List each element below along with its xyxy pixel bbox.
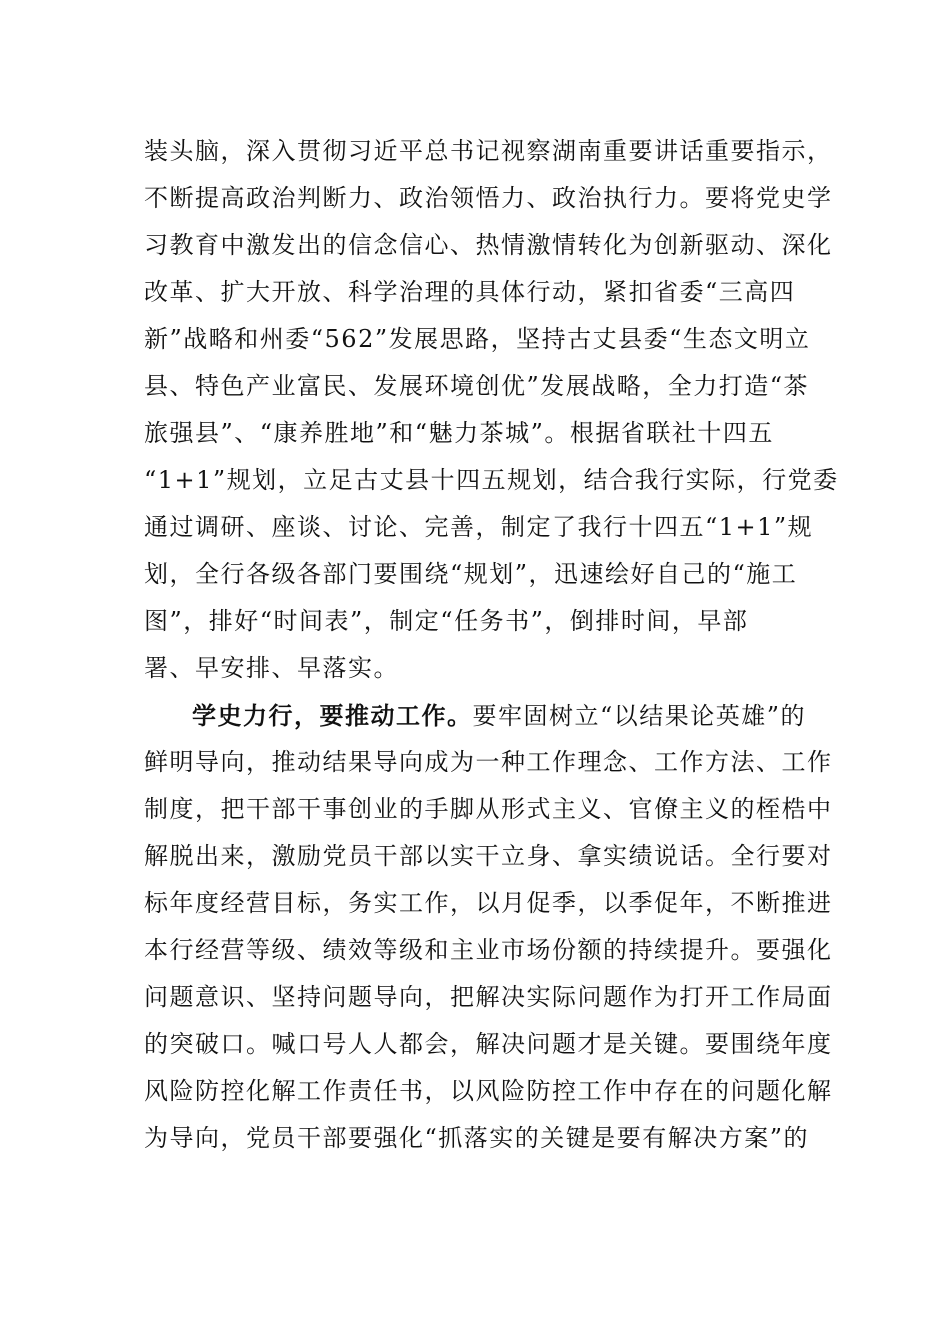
- text-run: 要牢固树立“以结果论英雄”的: [472, 702, 807, 730]
- text-line: 通过调研、座谈、讨论、完善，制定了我行十四五“1+1”规: [144, 513, 814, 541]
- text-line: 不断提高政治判断力、政治领悟力、政治执行力。要将党史学: [144, 184, 833, 212]
- paragraph-1: [144, 128, 839, 692]
- text-line: 风险防控化解工作责任书，以风险防控工作中存在的问题化解: [144, 1077, 833, 1105]
- text-line: 署、早安排、早落实。: [144, 654, 399, 682]
- text-line: 为导向，党员干部要强化“抓落实的关键是要有解决方案”的: [144, 1124, 810, 1152]
- paragraph-2: [144, 692, 833, 1162]
- text-line: 解脱出来，激励党员干部以实干立身、拿实绩说话。全行要对: [144, 842, 833, 870]
- text-line: 的突破口。喊口号人人都会，解决问题才是关键。要围绕年度: [144, 1030, 833, 1058]
- paragraph-heading: 学史力行，要推动工作。: [192, 701, 473, 730]
- paragraph-2-first-line: [144, 692, 814, 739]
- text-line: 图”，排好“时间表”，制定“任务书”，倒排时间，早部: [144, 607, 749, 635]
- text-line: 本行经营等级、绩效等级和主业市场份额的持续提升。要强化: [144, 936, 833, 964]
- text-line: 标年度经营目标，务实工作，以月促季，以季促年，不断推进: [144, 889, 833, 917]
- text-line: 习教育中激发出的信念信心、热情激情转化为创新驱动、深化: [144, 231, 833, 259]
- text-line: 问题意识、坚持问题导向，把解决实际问题作为打开工作局面: [144, 983, 833, 1011]
- text-line: 旅强县”、“康养胜地”和“魅力茶城”。根据省联社十四五: [144, 419, 774, 447]
- text-line: 划，全行各级各部门要围绕“规划”，迅速绘好自己的“施工: [144, 560, 798, 588]
- text-line: 新”战略和州委“562”发展思路，坚持古丈县委“生态文明立: [144, 325, 811, 353]
- text-line: 鲜明导向，推动结果导向成为一种工作理念、工作方法、工作: [144, 748, 833, 776]
- body-text: [144, 128, 839, 1162]
- text-line: 改革、扩大开放、科学治理的具体行动，紧扣省委“三高四: [144, 278, 796, 306]
- text-line: 装头脑，深入贯彻习近平总书记视察湖南重要讲话重要指示，: [144, 137, 833, 165]
- text-line: “1+1”规划，立足古丈县十四五规划，结合我行实际，行党委: [144, 466, 839, 494]
- text-line: 县、特色产业富民、发展环境创优”发展战略，全力打造“茶: [144, 372, 810, 400]
- text-line: 制度，把干部干事创业的手脚从形式主义、官僚主义的桎梏中: [144, 795, 833, 823]
